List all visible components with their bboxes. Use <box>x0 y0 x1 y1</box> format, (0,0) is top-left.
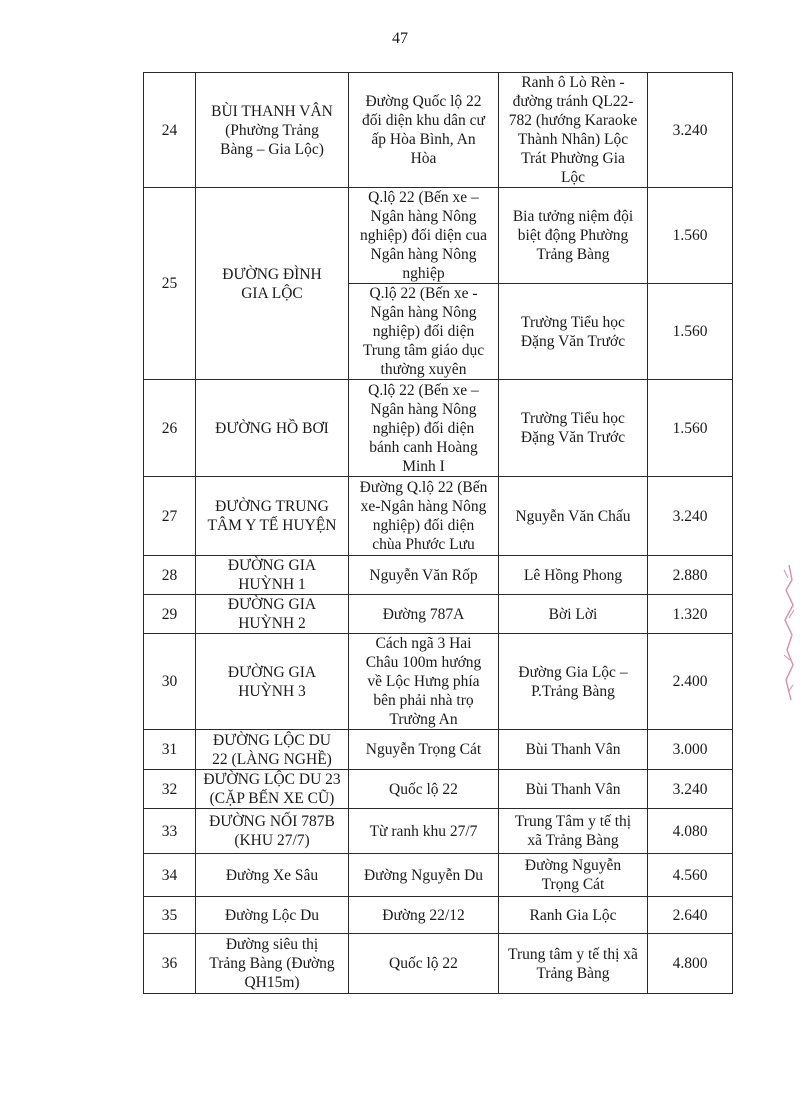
street-name: ĐƯỜNG TRUNG TÂM Y TẾ HUYỆN <box>196 477 349 556</box>
segment-from: Nguyễn Văn Rốp <box>349 556 499 595</box>
land-price: 3.240 <box>648 73 733 188</box>
row-number: 29 <box>144 595 196 634</box>
row-number: 26 <box>144 380 196 477</box>
table-row <box>144 854 733 897</box>
table-row <box>144 477 733 556</box>
row-number: 30 <box>144 634 196 730</box>
street-name: Đường Xe Sâu <box>196 854 349 897</box>
table-row <box>144 934 733 994</box>
segment-to: Ranh Gia Lộc <box>499 897 648 934</box>
land-price: 4.800 <box>648 934 733 994</box>
street-name: ĐƯỜNG NỐI 787B (KHU 27/7) <box>196 809 349 854</box>
street-name: ĐƯỜNG ĐÌNH GIA LỘC <box>196 188 349 380</box>
land-price: 4.080 <box>648 809 733 854</box>
segment-from: Q.lộ 22 (Bến xe - Ngân hàng Nông nghiệp) đối diện Trung tâm giáo dục thường xuyên <box>349 284 499 380</box>
segment-to: Trường Tiểu học Đặng Văn Trước <box>499 284 648 380</box>
street-name: ĐƯỜNG GIA HUỲNH 1 <box>196 556 349 595</box>
segment-to: Trung Tâm y tế thị xã Trảng Bàng <box>499 809 648 854</box>
land-price: 2.880 <box>648 556 733 595</box>
street-name: ĐƯỜNG HỒ BƠI <box>196 380 349 477</box>
table-row <box>144 897 733 934</box>
segment-to: Bời Lời <box>499 595 648 634</box>
row-number: 24 <box>144 73 196 188</box>
segment-from: Đường Q.lộ 22 (Bến xe-Ngân hàng Nông nghiệp) đối diện chùa Phước Lưu <box>349 477 499 556</box>
row-number: 34 <box>144 854 196 897</box>
segment-from: Cách ngã 3 Hai Châu 100m hướng về Lộc Hưng phía bên phải nhà trọ Trường An <box>349 634 499 730</box>
segment-from: Đường 787A <box>349 595 499 634</box>
street-name: ĐƯỜNG GIA HUỲNH 3 <box>196 634 349 730</box>
table-row <box>144 380 733 477</box>
street-name: ĐƯỜNG LỘC DU 23 (CẶP BẾN XE CŨ) <box>196 770 349 809</box>
segment-from: Nguyễn Trọng Cát <box>349 730 499 770</box>
segment-from: Quốc lộ 22 <box>349 934 499 994</box>
table-row <box>144 73 733 188</box>
street-name: BÙI THANH VÂN (Phường Trảng Bàng – Gia Lộc) <box>196 73 349 188</box>
segment-from: Q.lộ 22 (Bến xe – Ngân hàng Nông nghiệp) đối diện bánh canh Hoàng Minh I <box>349 380 499 477</box>
row-number: 32 <box>144 770 196 809</box>
row-number: 31 <box>144 730 196 770</box>
table-row <box>144 809 733 854</box>
table-row <box>144 595 733 634</box>
row-number: 28 <box>144 556 196 595</box>
land-price: 3.240 <box>648 770 733 809</box>
table-row <box>144 188 733 284</box>
table-row <box>144 730 733 770</box>
segment-to: Bùi Thanh Vân <box>499 770 648 809</box>
segment-to: Bùi Thanh Vân <box>499 730 648 770</box>
table-row <box>144 634 733 730</box>
segment-to: Đường Gia Lộc – P.Trảng Bàng <box>499 634 648 730</box>
segment-to: Nguyễn Văn Chấu <box>499 477 648 556</box>
land-price: 1.560 <box>648 380 733 477</box>
land-price: 1.560 <box>648 284 733 380</box>
street-name: Đường siêu thị Trảng Bàng (Đường QH15m) <box>196 934 349 994</box>
row-number: 27 <box>144 477 196 556</box>
segment-to: Trung tâm y tế thị xã Trảng Bàng <box>499 934 648 994</box>
land-price: 1.320 <box>648 595 733 634</box>
segment-from: Quốc lộ 22 <box>349 770 499 809</box>
segment-to: Ranh ô Lò Rèn - đường tránh QL22- 782 (hướng Karaoke Thành Nhân) Lộc Trát Phường Gia Lộc <box>499 73 648 188</box>
segment-to: Bia tưởng niệm đội biệt động Phường Trảng Bàng <box>499 188 648 284</box>
land-price: 2.400 <box>648 634 733 730</box>
land-price: 3.000 <box>648 730 733 770</box>
page-number: 47 <box>392 30 408 47</box>
segment-from: Q.lộ 22 (Bến xe – Ngân hàng Nông nghiệp) đối diện cua Ngân hàng Nông nghiệp <box>349 188 499 284</box>
stamp-edge-mark <box>780 560 798 710</box>
segment-to: Trường Tiểu học Đặng Văn Trước <box>499 380 648 477</box>
row-number: 35 <box>144 897 196 934</box>
segment-to: Đường Nguyễn Trọng Cát <box>499 854 648 897</box>
land-price: 2.640 <box>648 897 733 934</box>
segment-from: Đường Nguyễn Du <box>349 854 499 897</box>
segment-from: Đường 22/12 <box>349 897 499 934</box>
street-name: ĐƯỜNG GIA HUỲNH 2 <box>196 595 349 634</box>
land-price: 4.560 <box>648 854 733 897</box>
land-price: 3.240 <box>648 477 733 556</box>
row-number: 25 <box>144 188 196 380</box>
row-number: 36 <box>144 934 196 994</box>
table-row <box>144 556 733 595</box>
land-price: 1.560 <box>648 188 733 284</box>
land-price-table <box>143 72 733 994</box>
row-number: 33 <box>144 809 196 854</box>
segment-to: Lê Hồng Phong <box>499 556 648 595</box>
street-name: ĐƯỜNG LỘC DU 22 (LÀNG NGHỀ) <box>196 730 349 770</box>
segment-from: Từ ranh khu 27/7 <box>349 809 499 854</box>
table-row <box>144 770 733 809</box>
segment-from: Đường Quốc lộ 22 đối diện khu dân cư ấp Hòa Bình, An Hòa <box>349 73 499 188</box>
street-name: Đường Lộc Du <box>196 897 349 934</box>
